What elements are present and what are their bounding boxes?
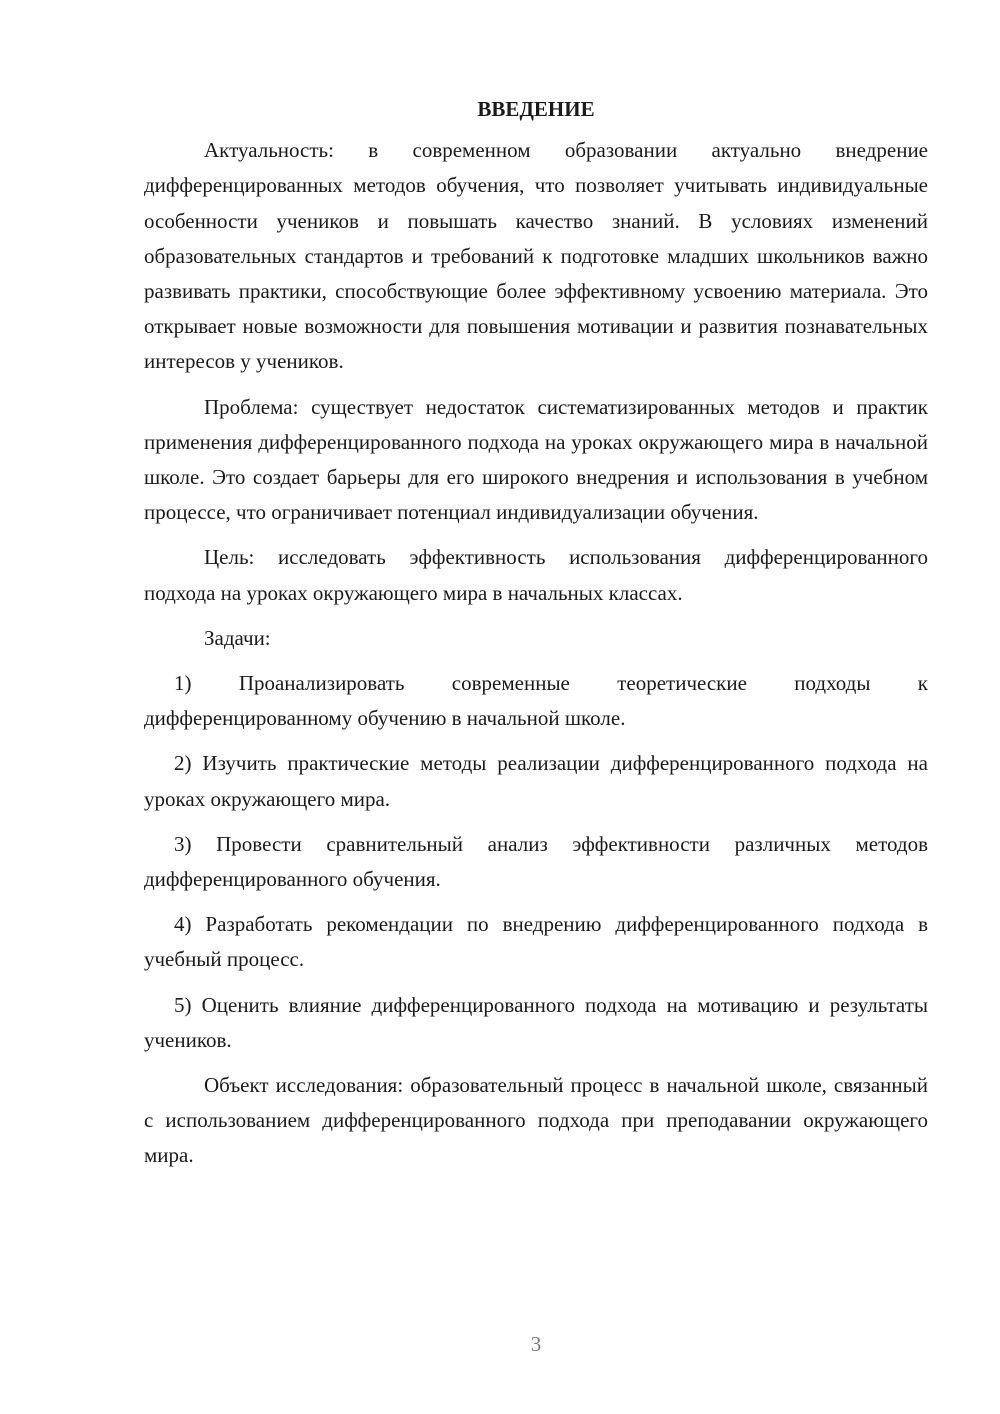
task-item: 5) Оценить влияние дифференцированного подхода на мотивацию и результаты учеников.: [144, 992, 928, 1052]
task-item: 4) Разработать рекомендации по внедрению дифференцированного подхода в учебный процесс.: [144, 912, 928, 972]
problem-paragraph: Проблема: существует недостаток систематизированных методов и практик применения дифференцированного подхода на уроках окружающего мира в начальной школе. Это создает барьеры для его широкого внедрения и использования в учебном процессе, что ограничивает потенциал индивидуализации обучения.: [144, 394, 928, 525]
goal-paragraph: Цель: исследовать эффективность использования дифференцированного подхода на уроках окружающего мира в начальных классах.: [144, 545, 928, 605]
object-paragraph: Объект исследования: образовательный процесс в начальной школе, связанный с использованием дифференцированного подхода при преподавании окружающего мира.: [144, 1073, 928, 1168]
task-item: 2) Изучить практические методы реализации дифференцированного подхода на уроках окружающего мира.: [144, 751, 928, 811]
task-item: 3) Провести сравнительный анализ эффективности различных методов дифференцированного обучения.: [144, 831, 928, 892]
relevance-paragraph: Актуальность: в современном образовании актуально внедрение дифференцированных методов обучения, что позволяет учитывать индивидуальные особенности учеников и повышать качество знаний. В условиях изменений образовательных стандартов и требований к подготовке младших школьников важно развивать практики, способствующие более эффективному усвоению материала. Это открывает новые возможности для повышения мотивации и развития познавательных интересов у учеников.: [144, 138, 928, 374]
tasks-label: Задачи:: [204, 625, 271, 650]
page-number: 3: [530, 1332, 542, 1356]
document-page: [144, 92, 928, 1184]
task-item: 1) Проанализировать современные теоретические подходы к дифференцированному обучению в начальной школе.: [144, 671, 928, 731]
section-title: ВВЕДЕНИЕ: [477, 97, 595, 121]
